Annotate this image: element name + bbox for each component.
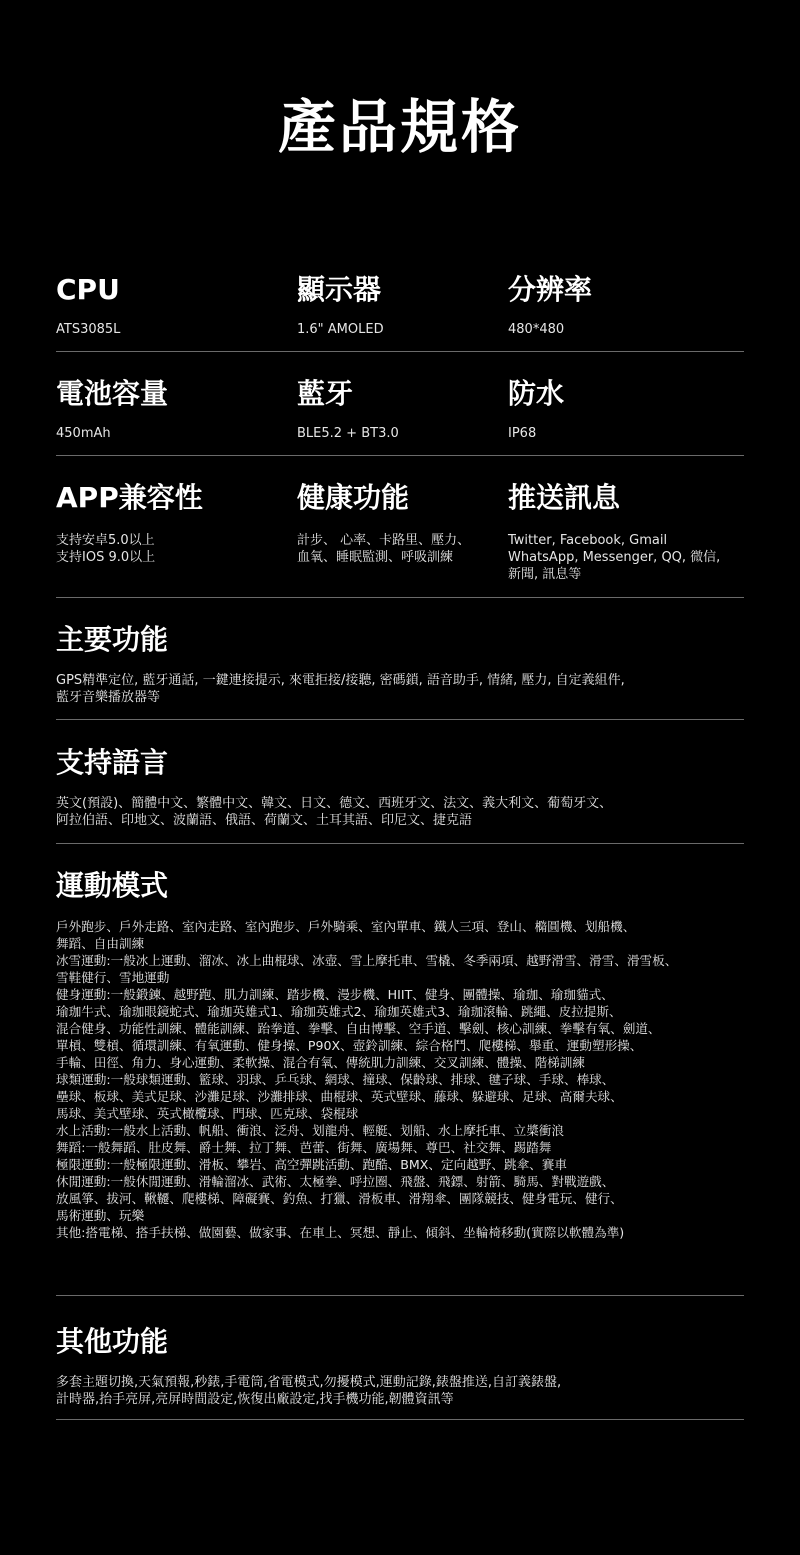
section-line: 舞蹈:一般舞蹈、肚皮舞、爵士舞、拉丁舞、芭蕾、街舞、廣場舞、尊巴、社交舞、踢踏舞 <box>56 1140 552 1155</box>
spec-value <box>508 425 744 442</box>
spec-value-line: 支持IOS 9.0以上 <box>56 550 156 565</box>
section-line: 水上活動:一般水上活動、帆船、衝浪、泛舟、划龍舟、輕艇、划船、水上摩托車、立槳衝浪 <box>56 1123 564 1138</box>
spec-row <box>56 456 744 598</box>
spec-row <box>56 352 744 456</box>
spec-health <box>297 480 502 566</box>
languages-section <box>56 745 744 844</box>
spec-app-compat <box>56 480 286 566</box>
main-features-section <box>56 622 744 720</box>
spec-label: APP兼容性 <box>56 481 203 514</box>
spec-row <box>56 272 744 352</box>
spec-value <box>56 425 286 442</box>
section-line: 其他:搭電梯、搭手扶梯、做園藝、做家事、在車上、冥想、靜止、傾斜、坐輪椅移動(實際以軟體為準) <box>56 1225 625 1240</box>
section-line: 計時器,抬手亮屏,亮屏時間設定,恢復出廠設定,找手機功能,韌體資訊等 <box>56 1392 454 1407</box>
section-line: 單槓、雙槓、循環訓練、有氧運動、健身操、P90X、壺鈴訓練、綜合格鬥、爬樓梯、舉重、運動塑形操、 <box>56 1038 643 1053</box>
section-line: 冰雪運動:一般冰上運動、溜冰、冰上曲棍球、冰壺、雪上摩托車、雪橇、冬季兩項、越野滑雪、滑雪、滑雪板、 <box>56 953 678 968</box>
spec-bluetooth <box>297 376 502 442</box>
section-line: 極限運動:一般極限運動、滑板、攀岩、高空彈跳活動、跑酷、BMX、定向越野、跳傘、賽車 <box>56 1157 567 1172</box>
section-body <box>56 1374 744 1408</box>
section-line: 混合健身、功能性訓練、體能訓練、跆拳道、拳擊、自由博擊、空手道、擊劍、核心訓練、拳擊有氧、劍道、 <box>56 1021 661 1036</box>
section-line: 戶外跑步、戶外走路、室內走路、室內跑步、戶外騎乘、室內單車、鐵人三項、登山、橢圓機、划船機、 <box>56 919 636 934</box>
spec-label: 健康功能 <box>297 481 410 514</box>
other-features-section <box>56 1324 744 1420</box>
section-line: 馬球、美式壁球、英式橄欖球、門球、匹克球、袋棍球 <box>56 1106 359 1121</box>
spec-label: 電池容量 <box>56 377 169 410</box>
spec-notifications <box>508 480 744 583</box>
spec-display <box>297 272 502 338</box>
section-line: 休閒運動:一般休閒運動、滑輪溜冰、武術、太極拳、呼拉圈、飛盤、飛鏢、射箭、騎馬、對戰遊戲、 <box>56 1174 615 1189</box>
spec-label: 藍牙 <box>297 377 354 410</box>
spec-value-line: 支持安卓5.0以上 <box>56 533 155 548</box>
spec-value-line: 480*480 <box>508 322 565 337</box>
section-line: 球類運動:一般球類運動、籃球、羽球、乒乓球、網球、撞球、保齡球、排球、毽子球、手球、棒球、 <box>56 1072 615 1087</box>
spec-value-line: ATS3085L <box>56 322 121 337</box>
spec-value-line: 計步、 心率、卡路里、壓力、 <box>297 533 471 548</box>
spec-label: 分辨率 <box>508 273 593 306</box>
spec-value-line: 1.6" AMOLED <box>297 322 384 337</box>
section-line: 藍牙音樂播放器等 <box>56 690 161 705</box>
spec-value <box>56 532 286 566</box>
spec-value-line: Twitter, Facebook, Gmail <box>508 533 668 548</box>
spec-waterproof <box>508 376 744 442</box>
spec-value <box>508 532 744 583</box>
spec-label: CPU <box>56 273 120 306</box>
spec-value-line: WhatsApp, Messenger, QQ, 微信, <box>508 550 721 565</box>
sport-modes-section <box>56 868 744 1296</box>
spec-value-line: 450mAh <box>56 426 111 441</box>
section-line: 放風箏、拔河、鞦韆、爬樓梯、障礙賽、釣魚、打獵、滑板車、滑翔傘、團隊競技、健身電玩、健行、 <box>56 1191 623 1206</box>
spec-value <box>297 425 502 442</box>
section-title: 運動模式 <box>56 869 169 902</box>
section-line: 瑜珈牛式、瑜珈眼鏡蛇式、瑜珈英雄式1、瑜珈英雄式2、瑜珈英雄式3、瑜珈滾輪、跳繩、皮拉提斯、 <box>56 1004 622 1019</box>
section-line: 多套主題切換,天氣預報,秒錶,手電筒,省電模式,勿擾模式,運動記錄,錶盤推送,自訂義錶盤, <box>56 1375 562 1390</box>
spec-cpu <box>56 272 286 338</box>
section-line: 健身運動:一般鍛鍊、越野跑、肌力訓練、踏步機、漫步機、HIIT、健身、團體操、瑜珈、瑜珈貓式、 <box>56 987 614 1002</box>
section-title: 支持語言 <box>56 746 169 779</box>
section-line: 雪鞋健行、雪地運動 <box>56 970 170 985</box>
section-line: 舞蹈、自由訓練 <box>56 936 145 951</box>
section-body <box>56 918 744 1241</box>
section-line: 壘球、板球、美式足球、沙灘足球、沙灘排球、曲棍球、英式壁球、藤球、躲避球、足球、高爾夫球、 <box>56 1089 623 1104</box>
spec-resolution <box>508 272 744 338</box>
spec-value-line: 血氧、睡眠監測、呼吸訓練 <box>297 550 454 565</box>
spec-label: 顯示器 <box>297 273 382 306</box>
spec-label: 推送訊息 <box>508 481 621 514</box>
section-line: 馬術運動、玩樂 <box>56 1208 145 1223</box>
section-line: 手輪、田徑、角力、身心運動、柔軟操、混合有氧、傳統肌力訓練、交叉訓練、體操、階梯訓練 <box>56 1055 585 1070</box>
page-title: 產品規格 <box>277 93 522 161</box>
section-title: 主要功能 <box>56 623 169 656</box>
spec-label: 防水 <box>508 377 565 410</box>
section-title: 其他功能 <box>56 1325 169 1358</box>
spec-value <box>297 321 502 338</box>
spec-value <box>297 532 502 566</box>
section-body <box>56 795 744 829</box>
spec-value-line: BLE5.2 + BT3.0 <box>297 426 399 441</box>
section-line: 英文(預設)、簡體中文、繁體中文、韓文、日文、德文、西班牙文、法文、義大利文、葡萄牙文、 <box>56 796 613 811</box>
spec-value <box>508 321 744 338</box>
section-line: 阿拉伯語、印地文、波蘭語、俄語、荷蘭文、土耳其語、印尼文、捷克語 <box>56 813 473 828</box>
section-line: GPS精準定位, 藍牙通話, 一鍵連接提示, 來電拒接/接聽, 密碼鎖, 語音助手, 情緒, 壓力, 自定義組件, <box>56 673 625 688</box>
spec-value <box>56 321 286 338</box>
spec-battery <box>56 376 286 442</box>
spec-value-line: 新聞, 訊息等 <box>508 567 582 582</box>
spec-grid <box>56 272 744 598</box>
section-body <box>56 672 744 706</box>
spec-value-line: IP68 <box>508 426 537 441</box>
